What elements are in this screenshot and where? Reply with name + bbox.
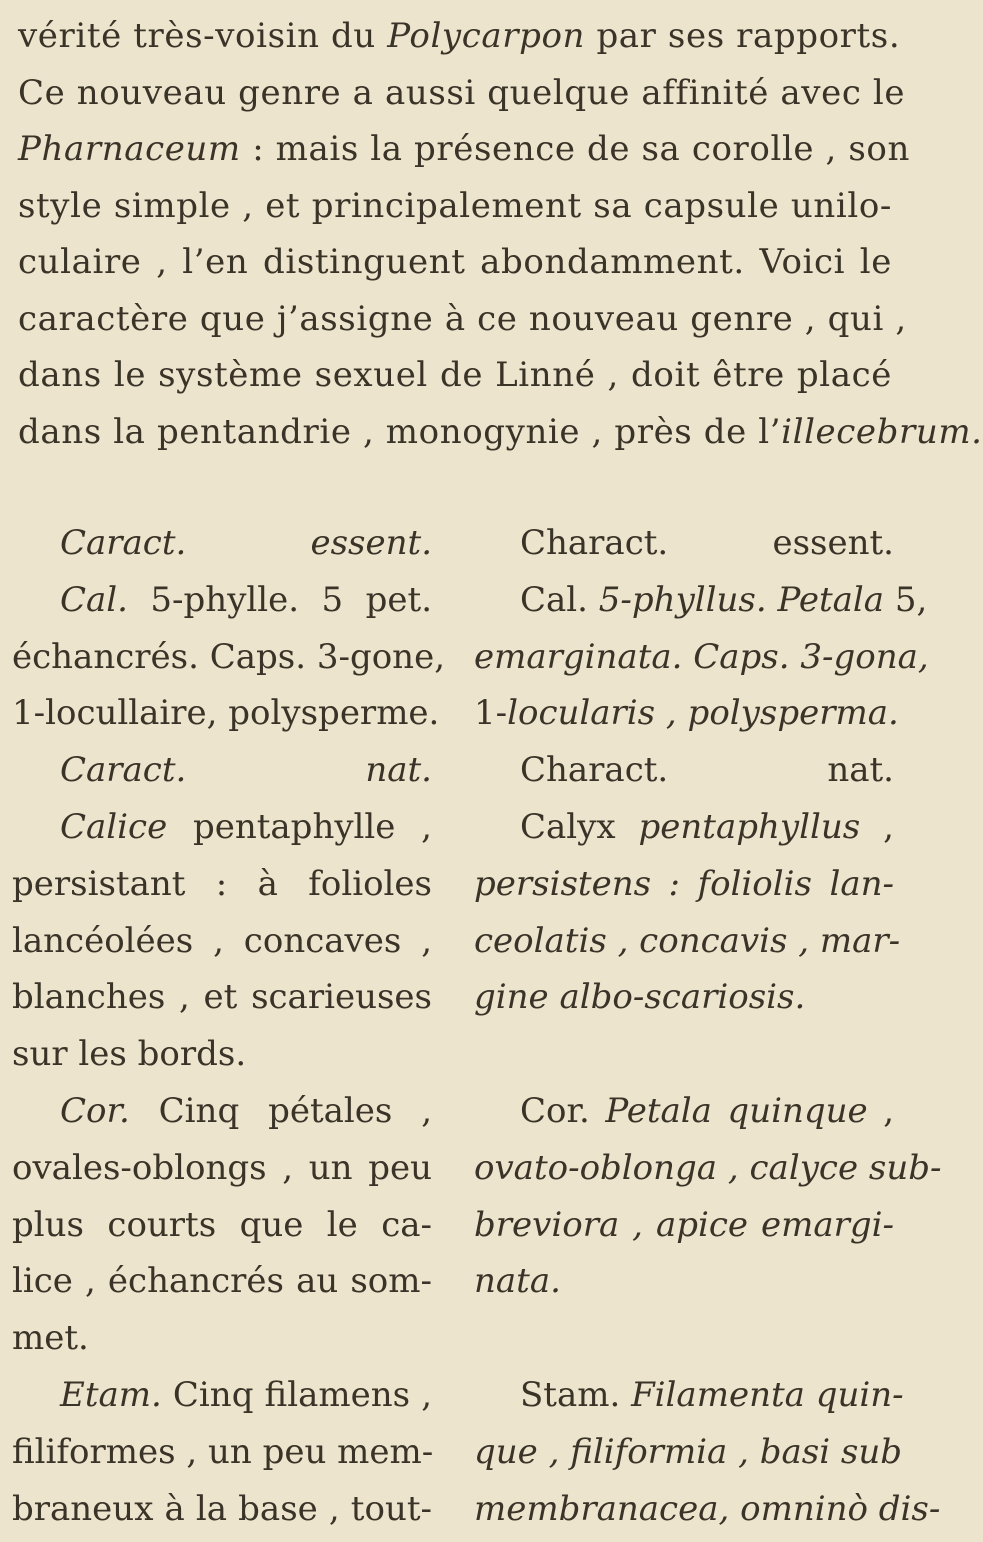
text-roman: Cinq pétales , <box>129 1090 432 1131</box>
text-italic: pentaphyllus <box>638 806 861 847</box>
text-roman: culaire , l’en distinguent abondamment. Voici le <box>18 242 892 282</box>
text-italic: nata. <box>474 1261 561 1302</box>
french-line <box>12 1310 432 1367</box>
latin-line <box>474 1140 942 1197</box>
text-italic: membranacea, omninò dis- <box>474 1488 941 1529</box>
latin-line <box>474 742 894 799</box>
latin-line <box>474 856 894 913</box>
latin-line <box>474 629 929 686</box>
latin-line <box>474 1310 894 1367</box>
text-roman: Charact. essent. <box>520 523 894 563</box>
text-roman: persistant : à folioles <box>12 863 432 904</box>
french-line <box>12 1253 432 1310</box>
french-line <box>12 1367 432 1424</box>
french-line <box>12 969 432 1026</box>
latin-line <box>474 969 894 1026</box>
text-roman: Calyx <box>520 806 639 847</box>
text-roman: 5, <box>884 579 928 620</box>
text-italic: Cor. <box>60 1090 130 1131</box>
latin-line <box>474 515 894 572</box>
text-italic: Caract. essent. <box>60 523 432 563</box>
text-roman: braneux à la base , tout- <box>12 1488 432 1529</box>
text-italic: Calice <box>60 806 168 847</box>
text-italic: emarginata. Caps. 3-gona, <box>474 636 929 677</box>
latin-line <box>474 1481 941 1538</box>
text-roman: caractère que j’assigne à ce nouveau genre , qui , <box>18 298 907 339</box>
latin-line <box>474 1253 894 1310</box>
text-roman: 1-locullaire, polysperme. <box>12 693 440 734</box>
latin-line <box>474 685 899 742</box>
text-roman: pentaphylle , <box>167 806 432 847</box>
text-roman: dans la pentandrie , monogynie , près de l’ <box>18 411 782 452</box>
text-italic: que , filiformia , basi sub <box>474 1431 903 1472</box>
french-line <box>12 913 432 970</box>
text-italic: Caract. nat. <box>60 750 432 791</box>
french-line <box>12 1424 432 1481</box>
french-line <box>12 799 432 856</box>
text-roman: lancéolées , concaves , <box>12 920 432 961</box>
french-line <box>12 1083 432 1140</box>
text-roman: , <box>867 1090 894 1131</box>
text-roman: Ce nouveau genre a aussi quelque affinité avec le <box>18 72 906 113</box>
text-italic: Petala quinque <box>605 1090 868 1131</box>
latin-line <box>474 799 894 856</box>
latin-line <box>474 1083 894 1140</box>
text-roman: ovales-oblongs , un peu <box>12 1147 432 1188</box>
paragraph-line <box>18 234 892 291</box>
paragraph-line <box>18 8 901 65</box>
text-roman: sur les bords. <box>12 1034 247 1075</box>
intro-paragraph <box>18 8 983 460</box>
text-roman: , <box>860 806 894 847</box>
paragraph-line <box>18 291 907 348</box>
paragraph-line <box>18 347 892 404</box>
latin-column <box>474 515 942 1537</box>
text-roman: par ses rapports. <box>585 16 901 56</box>
text-roman: Cinq filamens , <box>161 1374 432 1415</box>
french-line <box>12 515 432 572</box>
text-roman: plus courts que le ca- <box>12 1204 432 1245</box>
paragraph-line <box>18 65 906 122</box>
text-italic: illecebrum. <box>781 411 983 452</box>
text-italic: Cal. <box>60 579 128 620</box>
french-line <box>12 742 432 799</box>
paragraph-line <box>18 121 910 178</box>
text-roman: dans le système sexuel de Linné , doit être placé <box>18 355 892 395</box>
text-italic: gine albo-scariosis. <box>474 977 806 1018</box>
french-line <box>12 1026 432 1083</box>
text-roman: : mais la présence de sa corolle , son <box>240 129 910 169</box>
text-italic: locularis , polysperma. <box>507 693 899 734</box>
text-italic: Polycarpon <box>387 16 586 56</box>
text-italic: ovato-oblonga , calyce sub- <box>474 1147 942 1188</box>
french-column <box>12 515 446 1537</box>
french-line <box>12 629 446 686</box>
text-roman: Stam. <box>520 1374 632 1415</box>
text-roman: 1- <box>474 693 508 734</box>
text-italic: ceolatis , concavis , mar- <box>474 920 901 961</box>
french-line <box>12 685 440 742</box>
paragraph-line <box>18 178 892 235</box>
text-roman: vérité très-voisin du <box>18 16 388 56</box>
text-italic: Etam. <box>60 1374 162 1415</box>
french-line <box>12 1481 432 1538</box>
french-line <box>12 572 432 629</box>
latin-line <box>474 1424 903 1481</box>
text-roman: Cal. <box>520 579 599 620</box>
french-line <box>12 1140 432 1197</box>
text-roman: met. <box>12 1318 89 1359</box>
french-line <box>12 856 432 913</box>
text-roman: blanches , et scarieuses <box>12 977 432 1018</box>
text-roman: style simple , et principalement sa capsule unilo- <box>18 185 892 226</box>
text-italic: breviora , apice emargi- <box>474 1204 894 1245</box>
text-roman: échancrés. Caps. 3-gone, <box>12 636 446 677</box>
latin-line <box>474 572 928 629</box>
text-roman: lice , échancrés au som- <box>12 1261 432 1302</box>
text-roman: 5-phylle. 5 pet. <box>127 579 432 620</box>
latin-line <box>474 1367 904 1424</box>
text-roman: Cor. <box>520 1090 606 1131</box>
latin-line <box>474 913 901 970</box>
text-italic: 5-phyllus. Petala <box>598 579 885 620</box>
latin-line <box>474 1197 894 1254</box>
latin-line <box>474 1026 894 1083</box>
text-italic: persistens : foliolis lan- <box>474 863 894 904</box>
paragraph-line <box>18 404 983 461</box>
text-roman: filiformes , un peu mem- <box>12 1431 434 1472</box>
text-italic: Filamenta quin- <box>631 1374 904 1415</box>
french-line <box>12 1197 432 1254</box>
text-italic: Pharnaceum <box>18 129 241 169</box>
text-roman: Charact. nat. <box>520 750 894 791</box>
